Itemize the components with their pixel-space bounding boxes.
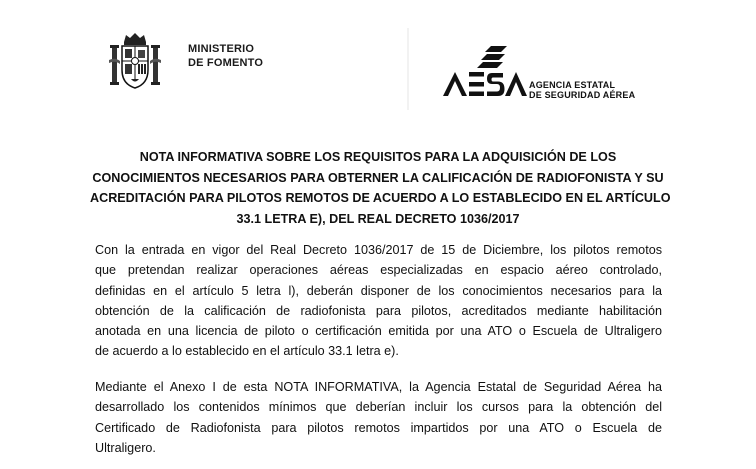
ministry-name [188,42,263,70]
aesa-agency-name [529,80,635,100]
paragraph-line: Certificado de Radiofonista para pilotos remotos impartidos por una ATO o Escuela de [95,420,662,435]
ministry-line-2: DE FOMENTO [188,57,264,69]
ministry-line-1: MINISTERIO [188,43,255,55]
paragraph-line: Mediante el Anexo I de esta NOTA INFORMATIVA, la Agencia Estatal de Seguridad Aérea ha [95,380,662,394]
aesa-logo [441,44,527,100]
paragraph-line: de acuerdo a lo establecido en el artículo 33.1 letra e). [95,344,399,359]
title-line: 33.1 LETRA E), DEL REAL DECRETO 1036/2017 [236,211,520,226]
paragraph-line: anotada en una licencia de piloto o certificación emitida por una ATO o Escuela de Ultraligero [95,324,662,339]
paragraph-2 [95,377,662,458]
title-line: CONOCIMIENTOS NECESARIOS PARA OBTERNER LA CALIFICACIÓN DE RADIOFONISTA Y SU [92,170,664,185]
paragraph-line: Ultraligero. [95,440,156,455]
paragraph-line: que pretendan realizar operaciones aéreas especializadas en espacio aéreo controlado, [95,263,662,278]
aesa-line-1: AGENCIA ESTATAL [529,80,616,90]
title-line: NOTA INFORMATIVA SOBRE LOS REQUISITOS PARA LA ADQUISICIÓN DE LOS [139,150,617,164]
paragraph-line: Con la entrada en vigor del Real Decreto 1036/2017 de 15 de Diciembre, los pilotos remotos [95,243,662,257]
aesa-line-2: DE SEGURIDAD AÉREA [529,90,636,100]
paragraph-line: definidas en el artículo 5 letra l), deberán disponer de los conocimientos necesarios para la [95,283,662,298]
document-title [90,147,671,229]
paragraph-1 [95,240,662,362]
paragraph-line: obtención de la calificación de radiofonista para pilotos, acreditados mediante habilitación [95,303,662,318]
coat-of-arms-icon [104,30,166,92]
paragraph-line: desarrollado los contenidos mínimos que deberían incluir los cursos para la obtención del [95,400,662,415]
title-line: ACREDITACIÓN PARA PILOTOS REMOTOS DE ACUERDO A LO ESTABLECIDO EN EL ARTÍCULO [90,191,671,205]
